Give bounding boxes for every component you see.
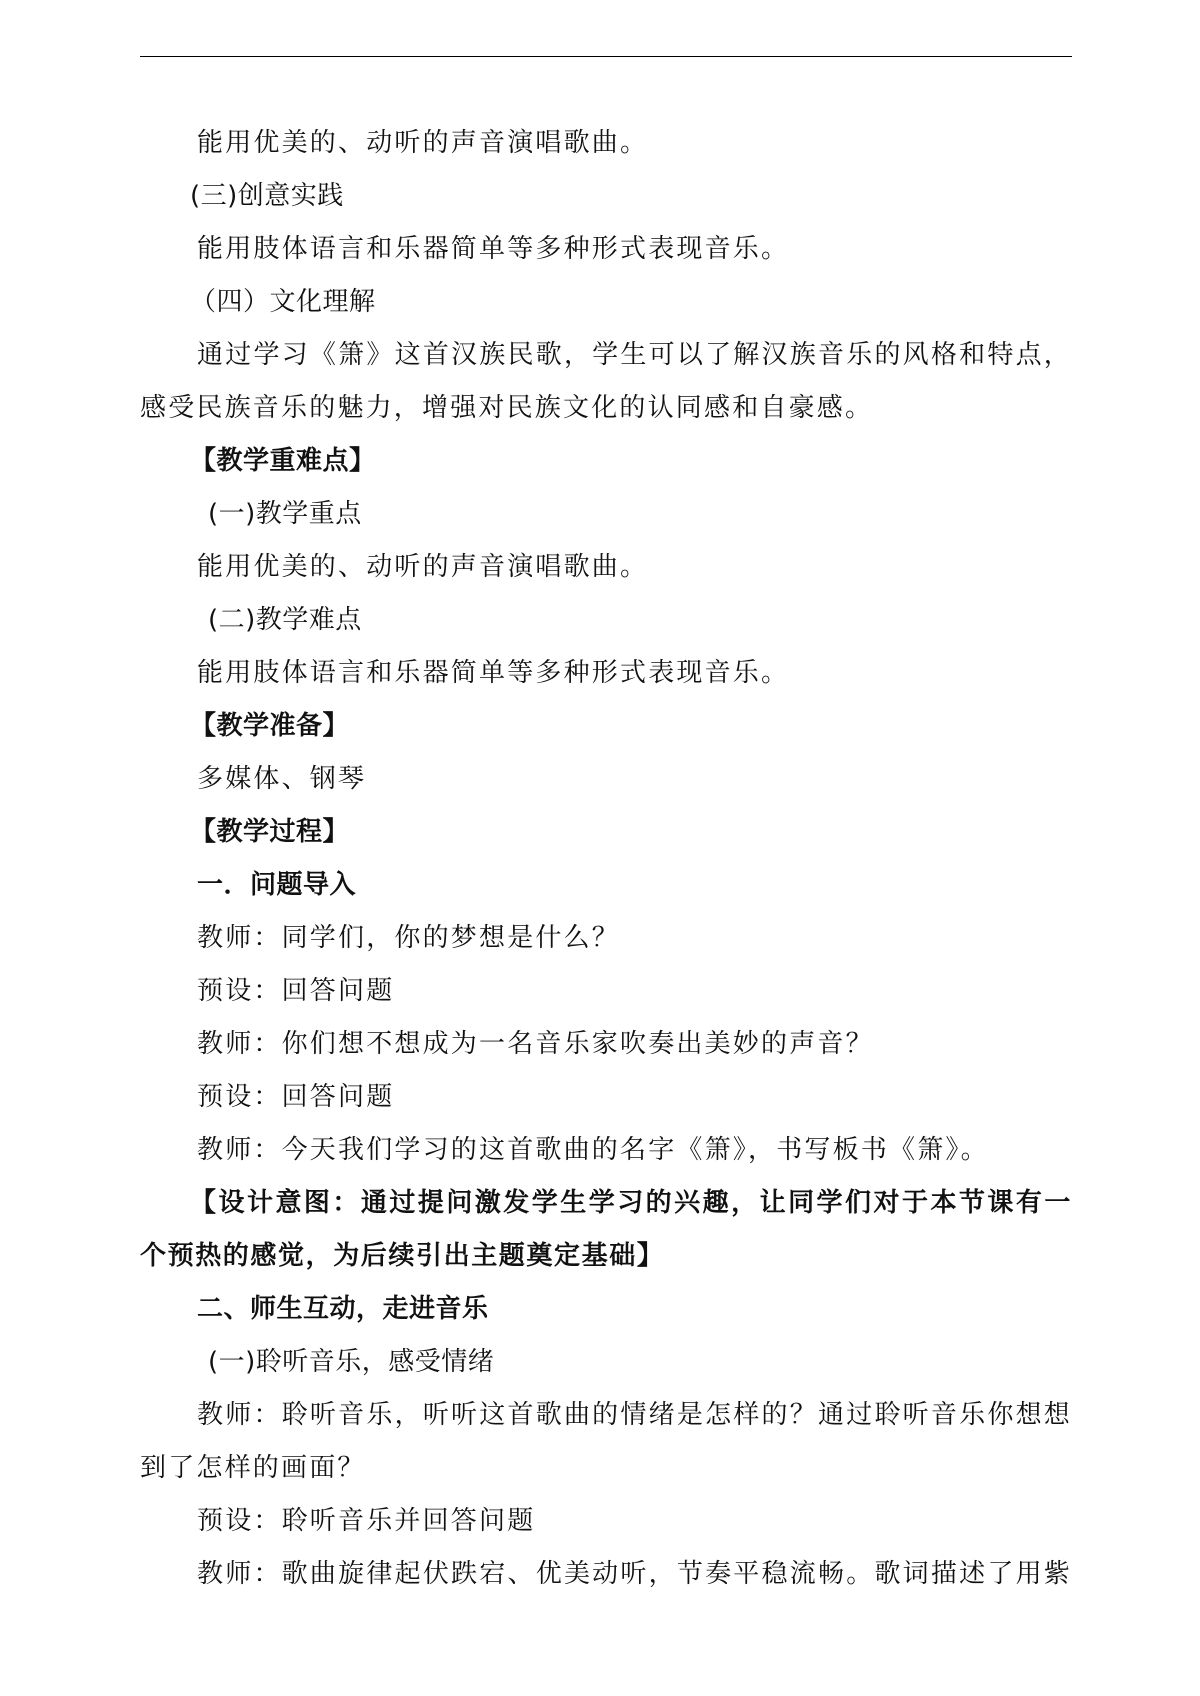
dialogue-line: 教师：今天我们学习的这首歌曲的名字《箫》，书写板书《箫》。 — [197, 1135, 989, 1165]
design-intent-note: 【设计意图：通过提问激发学生学习的兴趣，让同学们对于本节课有一 — [190, 1188, 1072, 1218]
section-subheading: (三)创意实践 — [190, 181, 344, 211]
document-body — [140, 117, 1072, 1601]
body-paragraph: 能用肢体语言和乐器简单等多种形式表现音乐。 — [197, 234, 790, 264]
section-subheading: (二)教学难点 — [208, 605, 362, 635]
body-paragraph-continuation: 感受民族音乐的魅力，增强对民族文化的认同感和自豪感。 — [140, 393, 874, 423]
section-subheading: （四）文化理解 — [190, 287, 376, 317]
body-paragraph: 通过学习《箫》这首汉族民歌，学生可以了解汉族音乐的风格和特点， — [197, 340, 1072, 370]
body-paragraph: 能用肢体语言和乐器简单等多种形式表现音乐。 — [197, 658, 790, 688]
body-paragraph: 能用优美的、动听的声音演唱歌曲。 — [197, 552, 649, 582]
section-heading: 一．问题导入 — [197, 870, 357, 900]
dialogue-line: 教师：同学们，你的梦想是什么？ — [197, 923, 621, 953]
design-intent-note-continuation: 个预热的感觉，为后续引出主题奠定基础】 — [140, 1241, 665, 1271]
dialogue-line-continuation: 到了怎样的画面？ — [140, 1453, 366, 1483]
body-paragraph: 能用优美的、动听的声音演唱歌曲。 — [197, 128, 649, 158]
dialogue-line: 预设：聆听音乐并回答问题 — [197, 1506, 536, 1536]
body-paragraph: 多媒体、钢琴 — [197, 764, 367, 794]
dialogue-line: 教师：歌曲旋律起伏跌宕、优美动听，节奏平稳流畅。歌词描述了用紫 — [197, 1559, 1072, 1589]
header-rule — [140, 56, 1072, 57]
section-subheading: (一)聆听音乐，感受情绪 — [208, 1347, 495, 1377]
section-subheading: (一)教学重点 — [208, 499, 362, 529]
dialogue-line: 教师：聆听音乐，听听这首歌曲的情绪是怎样的？通过聆听音乐你想想 — [197, 1400, 1072, 1430]
section-heading: 【教学重难点】 — [190, 446, 376, 476]
dialogue-line: 教师：你们想不想成为一名音乐家吹奏出美妙的声音？ — [197, 1029, 874, 1059]
section-heading: 二、师生互动，走进音乐 — [197, 1294, 489, 1324]
section-heading: 【教学准备】 — [190, 711, 350, 741]
dialogue-line: 预设：回答问题 — [197, 976, 395, 1006]
dialogue-line: 预设：回答问题 — [197, 1082, 395, 1112]
section-heading: 【教学过程】 — [190, 817, 350, 847]
